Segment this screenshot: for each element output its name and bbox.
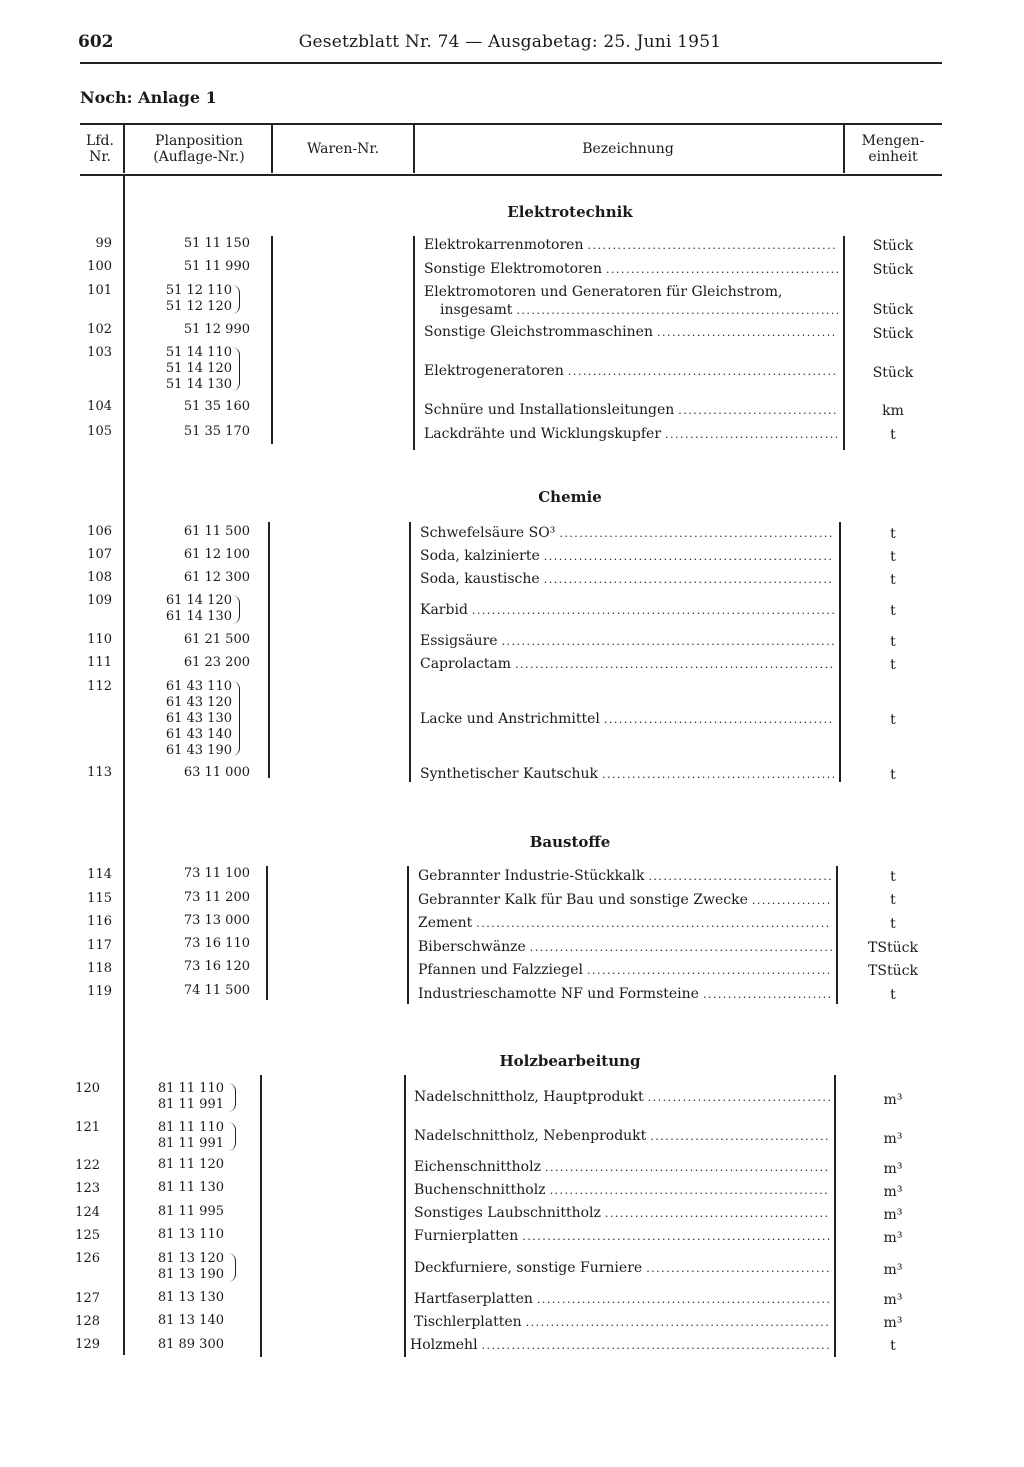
row-unit: t <box>890 712 896 728</box>
row-plan: 81 13 140 <box>157 1313 224 1328</box>
page-title: Gesetzblatt Nr. 74 — Ausgabetag: 25. Juni 1951 <box>298 32 722 52</box>
row-desc: Zement . . . <box>418 915 832 932</box>
row-desc-cont: insgesamt . . . <box>440 302 838 319</box>
row-desc: Buchenschnittholz . . . <box>414 1182 830 1199</box>
row-unit: m³ <box>883 1131 903 1147</box>
col-divider <box>843 236 845 450</box>
row-plan: 73 13 000 <box>183 913 250 928</box>
row-desc: Schwefelsäure SO³ . . . <box>420 525 834 542</box>
row-desc: Hartfaserplatten . . . <box>414 1291 830 1308</box>
row-unit: t <box>890 657 896 673</box>
row-desc: Nadelschnittholz, Nebenprodukt . . . <box>414 1128 830 1145</box>
row-nr: 128 <box>75 1314 100 1329</box>
row-desc: Elektrogeneratoren . . . <box>424 363 838 380</box>
row-desc: Furnierplatten . . . <box>414 1228 830 1245</box>
row-nr: 103 <box>87 345 112 360</box>
row-nr: 124 <box>75 1205 100 1220</box>
row-nr: 111 <box>87 655 112 670</box>
row-nr: 101 <box>87 283 112 298</box>
col-divider <box>404 1075 406 1357</box>
row-nr: 113 <box>87 765 112 780</box>
section-elektrotechnik: Elektrotechnik <box>507 203 633 221</box>
row-plan: 81 13 120 81 13 190 <box>157 1251 224 1282</box>
row-plan: 51 14 110 51 14 120 51 14 130 <box>165 345 232 392</box>
col-header-einheit: Mengen- einheit <box>861 133 925 165</box>
row-unit: TStück <box>868 940 918 956</box>
row-desc: Synthetischer Kautschuk . . . <box>420 766 834 783</box>
row-desc: Deckfurniere, sonstige Furniere . . . <box>414 1260 830 1277</box>
row-desc: Nadelschnittholz, Hauptprodukt . . . <box>414 1089 830 1106</box>
page-header <box>80 32 940 58</box>
row-nr: 115 <box>87 891 112 906</box>
section-holzbearbeitung: Holzbearbeitung <box>499 1052 641 1070</box>
col-divider <box>834 1075 836 1357</box>
brace <box>232 285 240 314</box>
row-nr: 110 <box>87 632 112 647</box>
row-plan: 73 16 120 <box>183 959 250 974</box>
col-header-lfd: Lfd. Nr. <box>86 133 114 165</box>
row-unit: TStück <box>868 963 918 979</box>
table-header-rule <box>80 174 942 176</box>
row-plan: 51 12 110 51 12 120 <box>165 283 232 314</box>
row-nr: 116 <box>87 914 112 929</box>
row-desc: Lackdrähte und Wicklungskupfer . . . <box>424 426 838 443</box>
row-nr: 126 <box>75 1251 100 1266</box>
row-plan: 81 11 130 <box>157 1180 224 1195</box>
subtitle: Noch: Anlage 1 <box>80 88 217 107</box>
row-desc: Karbid . . . <box>420 602 834 619</box>
row-unit: t <box>890 892 896 908</box>
row-plan: 51 11 990 <box>183 259 250 274</box>
row-unit: t <box>890 869 896 885</box>
row-unit: Stück <box>872 326 914 342</box>
row-plan: 73 11 200 <box>183 890 250 905</box>
row-nr: 106 <box>87 524 112 539</box>
row-desc: Soda, kalzinierte . . . <box>420 548 834 565</box>
col-divider <box>271 125 273 173</box>
col-divider <box>268 522 270 778</box>
row-desc: Sonstige Elektromotoren . . . <box>424 261 838 278</box>
row-nr: 100 <box>87 259 112 274</box>
row-unit: t <box>890 549 896 565</box>
row-nr: 129 <box>75 1337 100 1352</box>
col-divider <box>409 522 411 782</box>
row-plan: 81 11 995 <box>157 1204 224 1219</box>
section-chemie: Chemie <box>538 488 602 506</box>
row-unit: m³ <box>883 1230 903 1246</box>
row-plan: 81 11 110 81 11 991 <box>157 1120 224 1151</box>
row-desc: Schnüre und Installationsleitungen . . . <box>424 402 838 419</box>
row-unit: t <box>890 1338 896 1354</box>
col-divider <box>836 866 838 1004</box>
row-desc: Eichenschnittholz . . . <box>414 1159 830 1176</box>
row-plan: 51 11 150 <box>183 236 250 251</box>
row-plan: 81 11 120 <box>157 1157 224 1172</box>
row-desc: Pfannen und Falzziegel . . . <box>418 962 832 979</box>
row-desc: Biberschwänze . . . <box>418 939 832 956</box>
col-header-bezeichnung: Bezeichnung <box>582 141 674 157</box>
col-divider <box>413 236 415 450</box>
brace <box>228 1083 236 1112</box>
row-plan: 61 43 110 61 43 120 61 43 130 61 43 140 61 43 190 <box>165 679 232 758</box>
row-plan: 61 11 500 <box>183 524 250 539</box>
row-plan: 73 11 100 <box>183 866 250 881</box>
row-plan: 51 12 990 <box>183 322 250 337</box>
row-nr: 123 <box>75 1181 100 1196</box>
row-nr: 127 <box>75 1291 100 1306</box>
row-plan: 51 35 170 <box>183 424 250 439</box>
row-unit: t <box>890 916 896 932</box>
row-unit: t <box>890 634 896 650</box>
row-unit: Stück <box>872 262 914 278</box>
row-desc: Sonstige Gleichstrommaschinen . . . <box>424 324 838 341</box>
row-nr: 107 <box>87 547 112 562</box>
header-rule <box>80 62 942 64</box>
col-divider <box>843 125 845 173</box>
row-unit: km <box>882 403 904 419</box>
row-desc: Tischlerplatten . . . <box>414 1314 830 1331</box>
row-nr: 105 <box>87 424 112 439</box>
row-unit: Stück <box>872 302 914 318</box>
row-desc: Caprolactam . . . <box>420 656 834 673</box>
row-nr: 102 <box>87 322 112 337</box>
row-desc: Lacke und Anstrichmittel . . . <box>420 711 834 728</box>
col-divider <box>266 866 268 1000</box>
row-nr: 112 <box>87 679 112 694</box>
row-unit: t <box>890 427 896 443</box>
brace <box>228 1122 236 1151</box>
row-unit: m³ <box>883 1207 903 1223</box>
row-desc: Elektrokarrenmotoren . . . <box>424 237 838 254</box>
col-header-plan: Planposition (Auflage-Nr.) <box>153 133 245 165</box>
row-desc: Holzmehl . . . <box>410 1337 830 1354</box>
row-unit: t <box>890 572 896 588</box>
row-plan: 61 12 100 <box>183 547 250 562</box>
col-divider <box>260 1075 262 1357</box>
row-plan: 61 21 500 <box>183 632 250 647</box>
row-unit: m³ <box>883 1262 903 1278</box>
row-plan: 61 14 120 61 14 130 <box>165 593 232 624</box>
row-desc: Soda, kaustische . . . <box>420 571 834 588</box>
row-plan: 81 89 300 <box>157 1337 224 1352</box>
row-desc: Essigsäure . . . <box>420 633 834 650</box>
row-desc: Gebrannter Kalk für Bau und sonstige Zwecke . . . <box>418 892 832 909</box>
brace <box>232 595 240 624</box>
row-unit: Stück <box>872 365 914 381</box>
lfd-column-line <box>123 175 125 1355</box>
col-header-waren: Waren-Nr. <box>306 141 380 157</box>
brace <box>232 681 240 756</box>
col-divider <box>839 522 841 782</box>
row-nr: 122 <box>75 1158 100 1173</box>
section-baustoffe: Baustoffe <box>529 833 611 851</box>
brace <box>232 347 240 391</box>
row-unit: m³ <box>883 1161 903 1177</box>
row-plan: 63 11 000 <box>183 765 250 780</box>
row-nr: 99 <box>95 236 112 251</box>
row-nr: 114 <box>87 867 112 882</box>
row-plan: 61 12 300 <box>183 570 250 585</box>
row-unit: t <box>890 987 896 1003</box>
row-nr: 125 <box>75 1228 100 1243</box>
row-unit: m³ <box>883 1292 903 1308</box>
row-plan: 73 16 110 <box>183 936 250 951</box>
brace <box>228 1253 236 1282</box>
row-desc: Sonstiges Laubschnittholz . . . <box>414 1205 830 1222</box>
row-plan: 74 11 500 <box>183 983 250 998</box>
row-plan: 81 13 110 <box>157 1227 224 1242</box>
row-nr: 119 <box>87 984 112 999</box>
row-plan: 61 23 200 <box>183 655 250 670</box>
row-unit: m³ <box>883 1184 903 1200</box>
col-divider <box>413 125 415 173</box>
row-nr: 118 <box>87 961 112 976</box>
row-desc: Gebrannter Industrie-Stückkalk . . . <box>418 868 832 885</box>
row-unit: t <box>890 526 896 542</box>
row-unit: m³ <box>883 1315 903 1331</box>
row-plan: 51 35 160 <box>183 399 250 414</box>
row-nr: 108 <box>87 570 112 585</box>
row-nr: 109 <box>87 593 112 608</box>
col-divider <box>123 125 125 173</box>
row-unit: m³ <box>883 1092 903 1108</box>
row-unit: t <box>890 603 896 619</box>
row-desc: Industrieschamotte NF und Formsteine . . . <box>418 986 832 1003</box>
row-nr: 104 <box>87 399 112 414</box>
row-unit: Stück <box>872 238 914 254</box>
row-nr: 121 <box>75 1120 100 1135</box>
row-desc: Elektromotoren und Generatoren für Gleichstrom, <box>424 284 783 300</box>
col-divider <box>407 866 409 1004</box>
row-nr: 117 <box>87 938 112 953</box>
row-plan: 81 13 130 <box>157 1290 224 1305</box>
row-plan: 81 11 110 81 11 991 <box>157 1081 224 1112</box>
col-divider <box>271 236 273 444</box>
page-number: 602 <box>78 32 114 52</box>
row-unit: t <box>890 767 896 783</box>
row-nr: 120 <box>75 1081 100 1096</box>
